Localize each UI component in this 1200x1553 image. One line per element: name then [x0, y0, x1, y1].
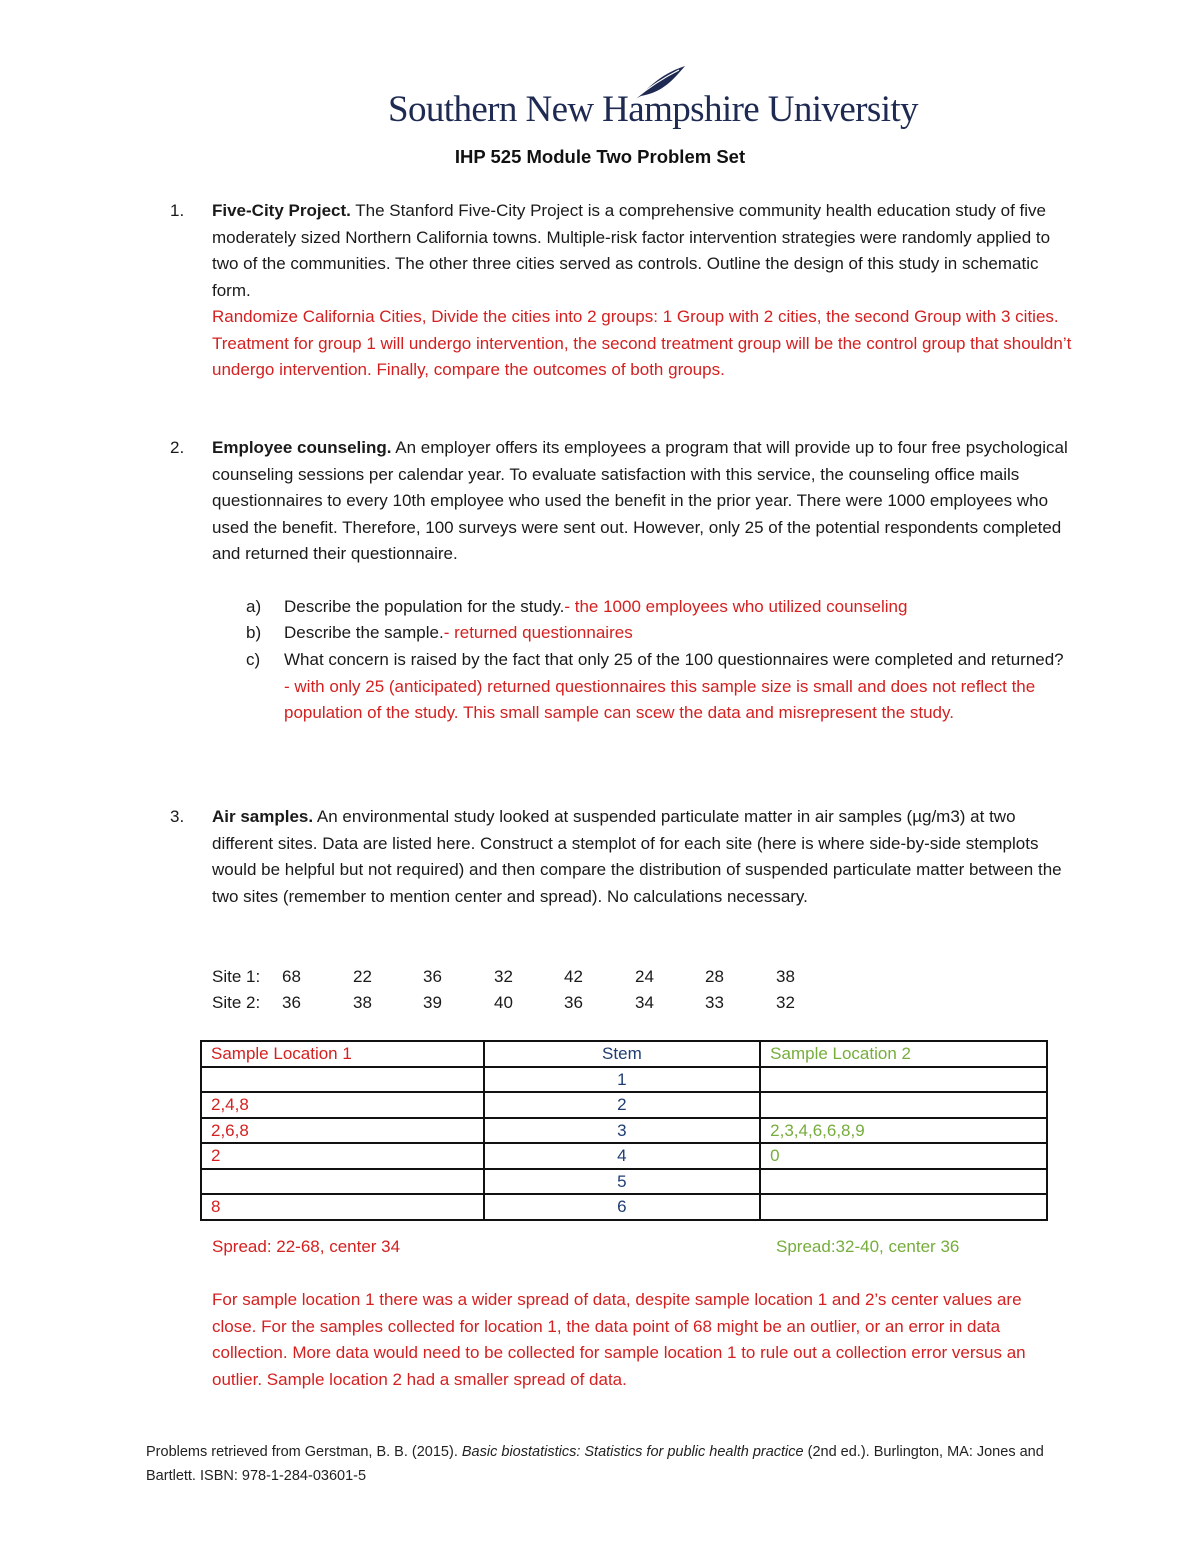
header-location-2: Sample Location 2: [760, 1041, 1047, 1067]
site1-value: 22: [353, 967, 372, 986]
q1-heading: Five-City Project.: [212, 201, 351, 220]
logo-text: Southern New Hampshire University: [388, 89, 918, 130]
q2a-question: Describe the population for the study.: [284, 597, 565, 616]
q2b-question: Describe the sample.: [284, 623, 444, 642]
q3-body: An environmental study looked at suspended particulate matter in air samples (µg/m3) at two different sites. Data are listed here. Construct a stemplot of for each site (here is where side-by-side stemplots would be helpful but not required) and then compare the distribution of suspended particulate matter between the two sites (remember to mention center and spread). No calculations necessary.: [212, 807, 1062, 906]
q2a-text: [284, 594, 1074, 621]
q3-block: [212, 804, 1072, 910]
header-stem: Stem: [484, 1041, 761, 1067]
site1-value: 32: [494, 967, 513, 986]
site1-value: 36: [423, 967, 442, 986]
site2-value: 38: [353, 993, 372, 1012]
q2b-answer: - returned questionnaires: [443, 623, 633, 642]
location-2-leaves: [760, 1092, 1047, 1118]
site2-label: Site 2:: [212, 993, 261, 1012]
site2-value: 39: [423, 993, 442, 1012]
page-title: IHP 525 Module Two Problem Set: [454, 146, 746, 167]
location-1-leaves: 2: [201, 1143, 484, 1169]
stemplot-table: [200, 1040, 1048, 1221]
stem-value: 1: [484, 1067, 761, 1093]
q1-body: The Stanford Five-City Project is a comprehensive community health education study of five moderately sized Northern California towns. Multiple-risk factor intervention strategies were randomly applied to two of the communities. The other three cities served as controls. Outline the design of this study in schematic form.: [212, 201, 1051, 300]
location-2-leaves: 2,3,4,6,6,8,9: [760, 1118, 1047, 1144]
q2a-label: a): [246, 597, 262, 616]
q3-heading: Air samples.: [212, 807, 314, 826]
stem-value: 6: [484, 1194, 761, 1220]
citation-prefix: Problems retrieved from Gerstman, B. B. (2015).: [146, 1444, 462, 1460]
q2-body: An employer offers its employees a program that will provide up to four free psychological counseling sessions per calendar year. To evaluate satisfaction with this service, the counseling office mails questionnaires to every 10th employee who used the benefit in the prior year. There were 1000 employees who used the benefit. Therefore, 100 surveys were sent out. However, only 25 of the potential respondents completed and returned their questionnaire.: [212, 438, 1068, 563]
location-2-leaves: [760, 1169, 1047, 1195]
q3-prompt: [212, 804, 1072, 910]
spread-location-2: Spread:32-40, center 36: [776, 1237, 960, 1256]
location-1-leaves: 8: [201, 1194, 484, 1220]
university-logo: [388, 62, 918, 142]
location-1-leaves: [201, 1169, 484, 1195]
q1-number: 1.: [170, 201, 185, 220]
q2-block: [212, 435, 1072, 568]
table-row: [201, 1169, 1047, 1195]
location-2-leaves: [760, 1194, 1047, 1220]
spread-location-1: Spread: 22-68, center 34: [212, 1237, 401, 1256]
site2-value: 36: [564, 993, 583, 1012]
citation-suffix: (2nd ed.). Burlington, MA: Jones and Bartlett. ISBN: 978-1-284-03601-5: [146, 1444, 1044, 1484]
footer-citation: [146, 1440, 1066, 1488]
q1-block: [212, 198, 1072, 384]
site2-value: 40: [494, 993, 513, 1012]
stem-value: 5: [484, 1169, 761, 1195]
q2c-answer: - with only 25 (anticipated) returned questionnaires this sample size is small and does not reflect the population of the study. This small sample can scew the data and misrepresent the study.: [284, 676, 1036, 722]
q1-prompt: [212, 198, 1072, 304]
q2-heading: Employee counseling.: [212, 438, 392, 457]
q2c-text: [284, 647, 1074, 727]
table-row: [201, 1067, 1047, 1093]
location-1-leaves: 2,6,8: [201, 1118, 484, 1144]
citation-book-title: Basic biostatistics: Statistics for public health practice: [461, 1444, 804, 1460]
q2b-text: [284, 620, 1074, 647]
q2c-label: c): [246, 650, 261, 669]
site2-value: 34: [635, 993, 654, 1012]
table-row: [201, 1143, 1047, 1169]
location-1-leaves: [201, 1067, 484, 1093]
site2-value: 36: [282, 993, 301, 1012]
site2-value: 33: [705, 993, 724, 1012]
q3-number: 3.: [170, 807, 185, 826]
site1-value: 42: [564, 967, 583, 986]
location-2-leaves: [760, 1067, 1047, 1093]
q2b-label: b): [246, 623, 262, 642]
table-row: [201, 1118, 1047, 1144]
table-row: [201, 1092, 1047, 1118]
q2a-answer: - the 1000 employees who utilized counseling: [564, 597, 908, 616]
header-location-1: Sample Location 1: [201, 1041, 484, 1067]
location-1-leaves: 2,4,8: [201, 1092, 484, 1118]
stem-value: 2: [484, 1092, 761, 1118]
site1-label: Site 1:: [212, 967, 261, 986]
q1-answer: Randomize California Cities, Divide the cities into 2 groups: 1 Group with 2 cities, the second Group with 3 cities. Treatment for group 1 will undergo intervention, the second treatment group will be the control group that shouldn’t undergo intervention. Finally, compare the outcomes of both groups.: [212, 307, 1072, 379]
site1-value: 28: [705, 967, 724, 986]
site1-value: 24: [635, 967, 654, 986]
table-header-row: [201, 1041, 1047, 1067]
q2-number: 2.: [170, 438, 185, 457]
stem-value: 3: [484, 1118, 761, 1144]
conclusion-text: For sample location 1 there was a wider spread of data, despite sample location 1 and 2’s center values are close. For the samples collected for location 1, the data point of 68 might be an outlier, or an error in data collection. More data would need to be collected for sample location 1 to rule out a collection error versus an outlier. Sample location 2 had a smaller spread of data.: [212, 1290, 1026, 1389]
q2-prompt: [212, 435, 1072, 568]
q2c-question: What concern is raised by the fact that only 25 of the 100 questionnaires were completed and returned?: [284, 650, 1064, 669]
site1-value: 68: [282, 967, 301, 986]
table-row: [201, 1194, 1047, 1220]
stem-value: 4: [484, 1143, 761, 1169]
site1-value: 38: [776, 967, 795, 986]
site2-value: 32: [776, 993, 795, 1012]
location-2-leaves: 0: [760, 1143, 1047, 1169]
